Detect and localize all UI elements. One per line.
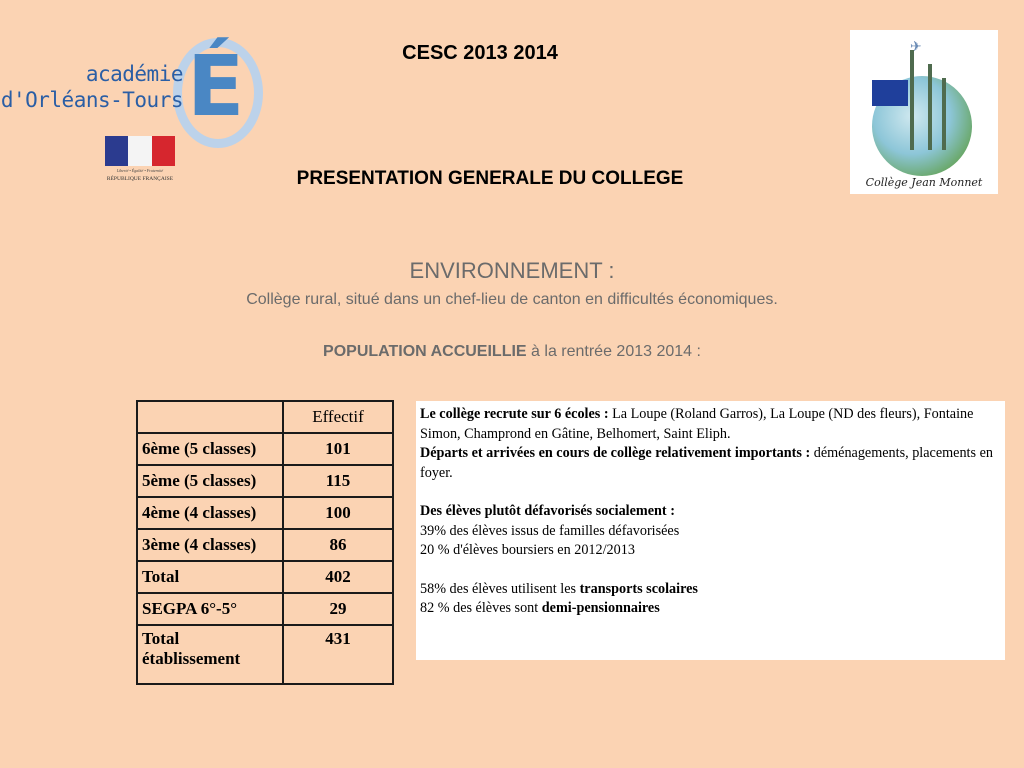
environnement-description: Collège rural, situé dans un chef-lieu de canton en difficultés économiques. — [246, 291, 778, 308]
academie-e-letter: É — [187, 37, 245, 135]
population-label: POPULATION ACCUEILLIE — [323, 343, 527, 360]
environnement-heading: ENVIRONNEMENT : — [409, 258, 615, 283]
table-row-value: 100 — [283, 497, 393, 529]
info-departs-label: Départs et arrivées en cours de collège relativement importants : — [420, 445, 811, 461]
bird-icon: ✈ — [910, 38, 922, 54]
info-text-box — [416, 401, 1005, 660]
table-row — [137, 433, 393, 465]
table-row-label: 5ème (5 classes) — [137, 465, 283, 497]
spacer — [420, 483, 1001, 502]
info-demipension-bold: demi-pensionnaires — [541, 600, 660, 616]
table-row-label: 4ème (4 classes) — [137, 497, 283, 529]
academie-name-line1: académie — [85, 62, 183, 86]
table-row-label: 6ème (5 classes) — [137, 433, 283, 465]
table-row-value: 115 — [283, 465, 393, 497]
info-paragraph-ecoles — [420, 405, 1001, 444]
info-social-label: Des élèves plutôt défavorisés socialement : — [420, 503, 675, 519]
effectif-table — [136, 400, 394, 685]
table-row — [137, 465, 393, 497]
info-demipension-line — [420, 599, 1001, 619]
pole-1 — [910, 50, 914, 150]
eu-flag-icon — [872, 80, 908, 106]
table-row — [137, 625, 393, 684]
table-row — [137, 561, 393, 593]
info-paragraph-departs — [420, 444, 1001, 483]
info-social-line1: 39% des élèves issus de familles défavorisées — [420, 522, 680, 539]
college-logo — [850, 30, 998, 194]
pole-3 — [942, 78, 946, 150]
population-heading — [200, 343, 824, 361]
population-rest: à la rentrée 2013 2014 : — [526, 343, 701, 360]
table-row-value: 431 — [283, 625, 393, 684]
info-transport-bold: transports scolaires — [579, 580, 698, 597]
pole-2 — [928, 64, 932, 150]
page-title: CESC 2013 2014 — [402, 42, 558, 64]
table-header-empty — [137, 401, 283, 433]
table-row — [137, 593, 393, 625]
table-row — [137, 497, 393, 529]
table-row-label: Total établissement — [137, 625, 283, 684]
info-demipension-text: 82 % des élèves sont — [420, 600, 542, 616]
info-social-line2: 20 % d'élèves boursiers en 2012/2013 — [420, 542, 635, 558]
table-row-value: 101 — [283, 433, 393, 465]
page-subtitle: PRESENTATION GENERALE DU COLLEGE — [296, 168, 684, 189]
academie-logo — [0, 20, 255, 190]
republic-motto: Liberté • Égalité • Fraternité — [116, 168, 164, 173]
info-transport-line — [420, 580, 1001, 600]
table-row — [137, 529, 393, 561]
info-paragraph-social — [420, 502, 1001, 522]
table-row-label: SEGPA 6°-5° — [137, 593, 283, 625]
table-row-label: Total — [137, 561, 283, 593]
republique-francaise-label: RÉPUBLIQUE FRANÇAISE — [106, 176, 174, 182]
spacer — [420, 561, 1001, 580]
college-name: Collège Jean Monnet — [865, 176, 983, 189]
french-flag-icon — [105, 136, 175, 166]
table-row-value: 86 — [283, 529, 393, 561]
table-row-label: 3ème (4 classes) — [137, 529, 283, 561]
academie-name-line2: d'Orléans-Tours — [0, 88, 183, 112]
table-header-effectif: Effectif — [283, 401, 393, 433]
info-ecoles-text: La Loupe (Roland Garros), La Loupe (ND des fleurs), Fontaine Simon, Champrond en Gâtine, Belhomert, Saint Eliph. — [420, 406, 974, 442]
info-departs-text: déménagements, placements en foyer. — [420, 445, 993, 481]
table-row-value: 29 — [283, 593, 393, 625]
table-row-value: 402 — [283, 561, 393, 593]
info-transport-text: 58% des élèves utilisent les — [420, 580, 580, 597]
info-ecoles-label: Le collège recrute sur 6 écoles : — [420, 406, 609, 422]
table-header-row — [137, 401, 393, 433]
marianne-logo — [105, 136, 175, 188]
